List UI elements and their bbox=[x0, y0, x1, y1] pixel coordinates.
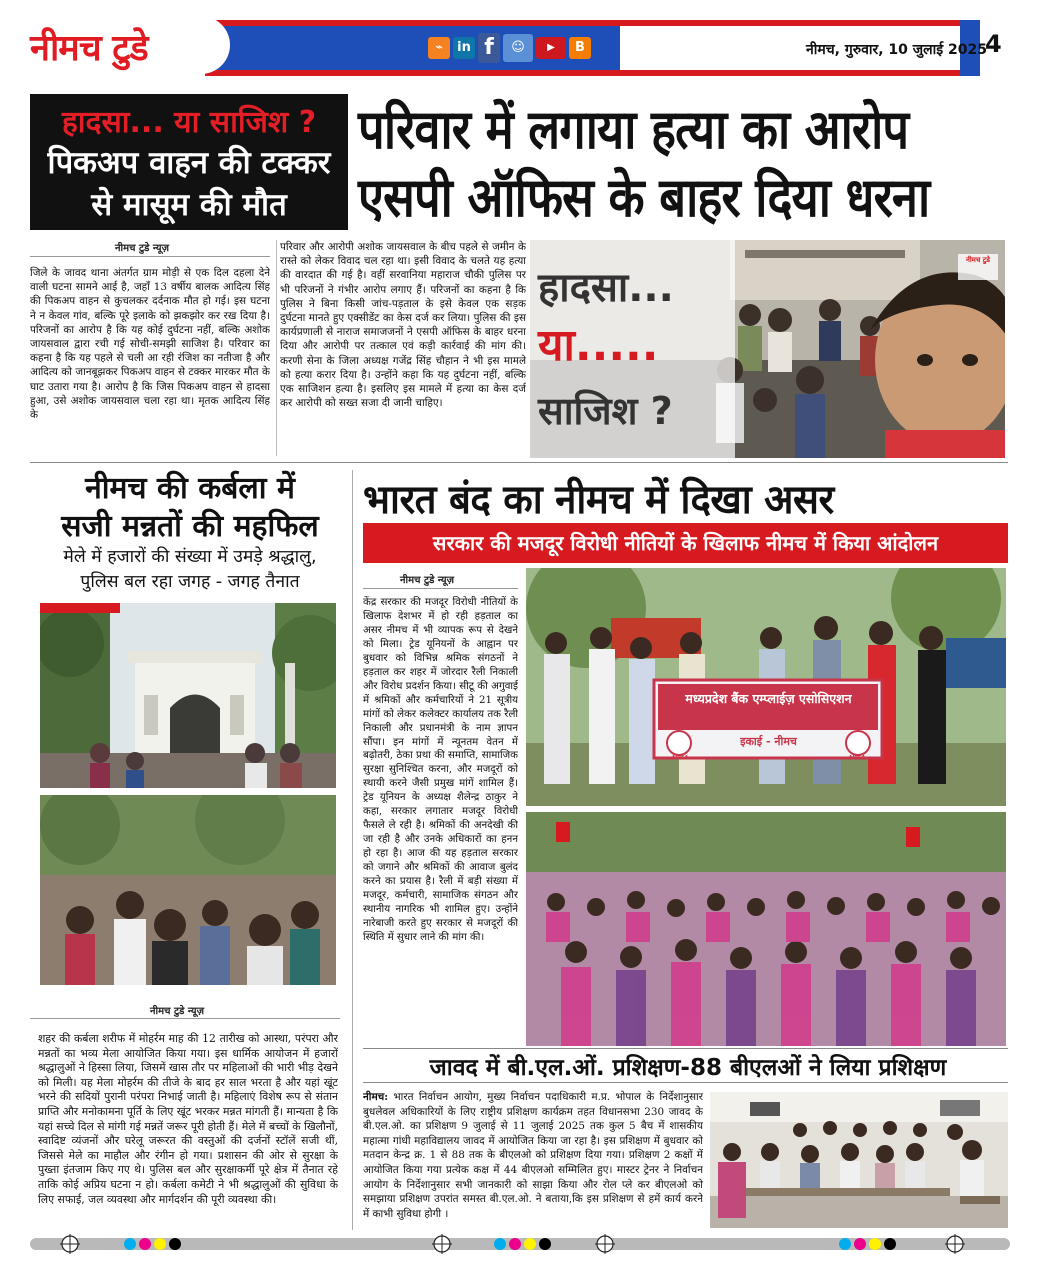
newspaper-logo: नीमच टुडे bbox=[30, 28, 148, 69]
page-number: 4 bbox=[985, 30, 1002, 58]
color-bar-right bbox=[839, 1238, 896, 1250]
banner-title: मध्यप्रदेश बैंक एम्प्लाईज़ एसोसिएशन bbox=[685, 691, 852, 706]
karbala-subhead bbox=[30, 545, 350, 595]
headline-line: सजी मन्नतों की महफिल bbox=[61, 509, 319, 544]
story-column: जिले के जावद थाना अंतर्गत ग्राम मोड़ी से एक दिल दहला देने वाली घटना सामने आई है, जहाँ 13 वर्षीय बालक आदित्य सिंह की पिकअप वाहन से कुचलकर दर्दनाक मौत हो गई। इस घटना ने न केवल गांव, बल्कि पूरे इलाके को झकझोर कर रख दिया है। परिजनों का आरोप है कि यह कोई दुर्घटना नहीं, बल्कि अशोक जायसवाल द्वारा रची गई सोची-समझी साजिश है। परिवार का कहना है कि यह पहले से चली आ रही रंजिश का नतीजा है और आदित्य को जानबूझकर पिकअप वाहन से टक्कर मारकर मौत के घाट उतारा गया है। आरोप है कि जिस पिकअप वाहन से हादसा हुआ, उसे अशोक जायसवाल चला रहा था। मृतक आदित्य सिंह के bbox=[30, 267, 270, 422]
column-rule bbox=[276, 240, 277, 456]
section-divider bbox=[363, 1082, 1008, 1083]
dateline-lead: नीमच: bbox=[363, 1091, 389, 1103]
registration-target-icon bbox=[595, 1234, 615, 1254]
protest-photo bbox=[530, 240, 1005, 458]
story-column: परिवार और आरोपी अशोक जायसवाल के बीच पहले से जमीन के रास्ते को लेकर विवाद चल रहा था। इसी विवाद के चलते यह हत्या की वारदात की गई है। वहीं सरवानिया महाराज चौकी पुलिस पर भी परिजनों ने गंभीर आरोप लगाए हैं। परिजनों का कहना है कि पुलिस ने बिना किसी जांच-पड़ताल के इसे केवल एक सड़क दुर्घटना मानते हुए एक्सीडेंट का केस दर्ज कर लिया। पुलिस की इस कार्यप्रणाली से नाराज समाजजनों ने एसपी ऑफिस के बाहर धरना दिया और आरोपी पर तत्काल एवं कड़ी कार्रवाई की मांग की। करणी सेना के जिला अध्यक्ष गजेंद्र सिंह चौहान ने भी इस मामले को हत्या करार दिया है। उन्होंने कहा कि यह दुर्घटना नहीं, बल्कि एक साजिशन हत्या है। इसलिए इस मामले में हत्या का केस दर्ज कर आरोपी को सख्त सजा दी जानी चाहिए। bbox=[280, 241, 526, 410]
bharat-bandh-body: केंद्र सरकार की मजदूर विरोधी नीतियों के खिलाफ देशभर में हो रही हड़ताल का असर नीमच में भी व्यापक रूप से देखने को मिला। ट्रेड यूनियनों के आह्वान पर बुधवार को विभिन्न श्रमिक संगठनों ने हड़ताल कर शहर में जोरदार रैली निकाली और विरोध प्रदर्शन किया। सीटू की अगुवाई में श्रमिकों और कर्मचारियों ने 21 सूत्रीय मांगों को लेकर कलेक्टर कार्यालय तक रैली निकाली और प्रधानमंत्री के नाम ज्ञापन सौंपा। इन मांगों में न्यूनतम वेतन में बढ़ोतरी, ठेका प्रथा की समाप्ति, सामाजिक सुरक्षा सुनिश्चित करना, और मजदूरों को स्थायी करने जैसी प्रमुख मांगें शामिल हैं। ट्रेड यूनियन के अध्यक्ष शैलेन्द्र ठाकुर ने कहा, सरकार लगातार मजदूर विरोधी फैसले ले रही है। श्रमिकों की अनदेखी की जा रही है और उनके अधिकारों का हनन हो रहा है। आज की यह हड़ताल सरकार को जगाने और श्रमिकों की आवाज बुलंद करने का प्रयास है। रैली में बड़ी संख्या में मजदूर, कर्मचारी, सामाजिक संगठन और स्थानीय नागरिक भी शामिल हुए। उन्होंने नारेबाजी करते हुए सरकार से मजदूरों की स्थिति में सुधार लाने की मांग की। bbox=[363, 597, 518, 943]
blogger-icon[interactable]: B bbox=[569, 37, 591, 59]
color-bar-mid bbox=[494, 1238, 551, 1250]
javad-body-text: भारत निर्वाचन आयोग, मुख्य निर्वाचन पदाधिकारी म.प्र. भोपाल के निर्देशानुसार बुधलेवल अधिकारियों के लिए राष्ट्रीय प्रशिक्षण कार्यक्रम तहत विधानसभा 230 जावद के बी.एल.ओ. का प्रशिक्षण 9 जुलाई से 11 जुलाई 2025 तक कुल 5 बैच में शासकीय महात्मा गांधी महाविद्यालय जावद में आयोजित किया जा रहा है। इस प्रशिक्षण में बुधवार को मतदान केन्द्र क्र. 1 से 88 तक के बीएलओ को प्रशिक्षण दिया गया। प्रशिक्षण 2 कक्षों में आयोजित किया गया प्रत्येक कक्ष में 44 बीएलओ सम्मिलित हुए। मास्टर ट्रेनर ने निर्वाचन आयोग के निर्देशानुसार सभी जानकारी को साझा किया और रोल प्ले कर बीएलओ को समझाया प्रशिक्षण उपरांत समस्त बी.एल.ओ. ने बताया,कि इस प्रशिक्षण से हमें कार्य करने में काभी सुविधा होगी । bbox=[363, 1091, 703, 1220]
workers-gathering-art bbox=[526, 812, 1006, 1046]
karbala-shrine-photo bbox=[40, 603, 336, 788]
photo-overlay-text: हादसा... bbox=[538, 265, 674, 311]
registration-marks bbox=[30, 1233, 1010, 1255]
headline-line: नीमच की कर्बला में bbox=[85, 471, 295, 506]
strap-text: सरकार की मजदूर विरोधी नीतियों के खिलाफ नीमच में किया आंदोलन bbox=[432, 531, 939, 555]
photo-overlay-text: या..... bbox=[538, 320, 659, 371]
subhead-line: पुलिस बल रहा जगह - जगह तैनात bbox=[80, 572, 300, 592]
karbala-crowd-photo bbox=[40, 795, 336, 985]
blo-training-photo bbox=[710, 1092, 1008, 1228]
union-rally-photo bbox=[526, 568, 1006, 806]
byline: नीमच टुडे न्यूज़ bbox=[400, 575, 454, 586]
people-icon[interactable]: ☺ bbox=[503, 34, 533, 62]
banner-logo: AIBEA bbox=[848, 755, 866, 761]
social-icons bbox=[428, 33, 591, 63]
union-rally-art bbox=[526, 568, 1006, 806]
byline-rule bbox=[30, 1018, 340, 1019]
karbala-shrine-art bbox=[40, 603, 336, 788]
karbala-body: शहर की कर्बला शरीफ में मोहर्रम माह की 12 तारीख को आस्था, परंपरा और मन्नतों का भव्य मेला आयोजित किया गया। इस धार्मिक आयोजन में हजारों श्रद्धालुओं ने हिस्सा लिया, जिसमें खास तौर पर महिलाओं की भारी भीड़ देखने को मिली। यह मेला मोहर्रम की तीजे के बाद हर साल भरता है और यहां खूंट भरने की सदियों पुरानी परंपरा निभाई जाती है। महिलाएं विशेष रूप से संतान प्राप्ति और मनोकामना पूर्ति के लिए खूंट भरकर मन्नत मांगती हैं। मान्यता है कि यहां सच्चे दिल से मांगी गई मन्नतें जरूर पूरी होती हैं। मेले में बच्चों के खिलौनों, स्वादिष्ट व्यंजनों और घरेलू जरूरत की वस्तुओं की दर्जनों स्टॉलें सजी थीं, जिससे मेले का माहौल और रंगीन हो गया। प्रशासन की ओर से सुरक्षा के पुख्ता इंतजाम किए गए थे। पुलिस बल और सुरक्षाकर्मी पूरे क्षेत्र में तैनात रहे ताकि कोई अप्रिय घटना न हो। कर्बला कमेटी ने भी श्रद्धालुओं की सुविधा के लिए सफाई, जल व्यवस्था और मार्गदर्शन की पूरी व्यवस्था की। bbox=[38, 1032, 338, 1206]
banner-logo: AIBEA bbox=[671, 755, 689, 761]
masthead bbox=[0, 0, 1037, 92]
registration-target-icon bbox=[432, 1234, 452, 1254]
column-rule bbox=[352, 470, 353, 1230]
byline-rule bbox=[30, 256, 270, 257]
blo-training-art bbox=[710, 1092, 1008, 1228]
javad-headline: जावद में बी.एल.ओं. प्रशिक्षण-88 बीएलओं ने लिया प्रशिक्षण bbox=[429, 1055, 947, 1081]
section-divider bbox=[363, 1048, 1008, 1049]
workers-gathering-photo bbox=[526, 812, 1006, 1046]
kicker-subtitle-line: पिकअप वाहन की टक्कर bbox=[47, 145, 331, 181]
photo-watermark-logo: नीमच टुडे bbox=[965, 256, 991, 264]
section-divider bbox=[30, 462, 1008, 463]
byline: नीमच टुडे न्यूज़ bbox=[115, 243, 169, 254]
rss-icon[interactable]: ⌁ bbox=[428, 37, 450, 59]
main-headline bbox=[358, 96, 932, 232]
byline: नीमच टुडे न्यूज़ bbox=[150, 1006, 204, 1017]
headline-line: परिवार में लगाया हत्या का आरोप bbox=[358, 98, 909, 161]
karbala-headline bbox=[30, 470, 350, 546]
registration-target-icon bbox=[945, 1234, 965, 1254]
javad-body bbox=[363, 1090, 703, 1230]
kicker-subtitle-line: से मासूम की मौत bbox=[91, 187, 287, 223]
kicker-subtitle bbox=[30, 142, 348, 226]
subhead-line: मेले में हजारों की संख्या में उमड़े श्रद्धालु, bbox=[63, 547, 317, 567]
linkedin-icon[interactable]: in bbox=[453, 37, 475, 59]
facebook-icon[interactable]: f bbox=[478, 33, 500, 63]
bharat-bandh-headline: भारत बंद का नीमच में दिखा असर bbox=[363, 477, 834, 523]
kicker-title: हादसा... या साजिश ? bbox=[61, 105, 317, 140]
headline-line: एसपी ऑफिस के बाहर दिया धरना bbox=[358, 166, 930, 229]
color-bar-left bbox=[124, 1238, 181, 1250]
banner-subtitle: इकाई - नीमच bbox=[740, 735, 797, 748]
youtube-icon[interactable]: ▶ bbox=[536, 37, 566, 59]
karbala-crowd-art bbox=[40, 795, 336, 985]
registration-target-icon bbox=[60, 1234, 80, 1254]
byline-rule bbox=[363, 588, 518, 589]
photo-overlay-text: साजिश ? bbox=[538, 389, 673, 433]
dateline: नीमच, गुरुवार, 10 जुलाई 2025 bbox=[806, 42, 988, 58]
